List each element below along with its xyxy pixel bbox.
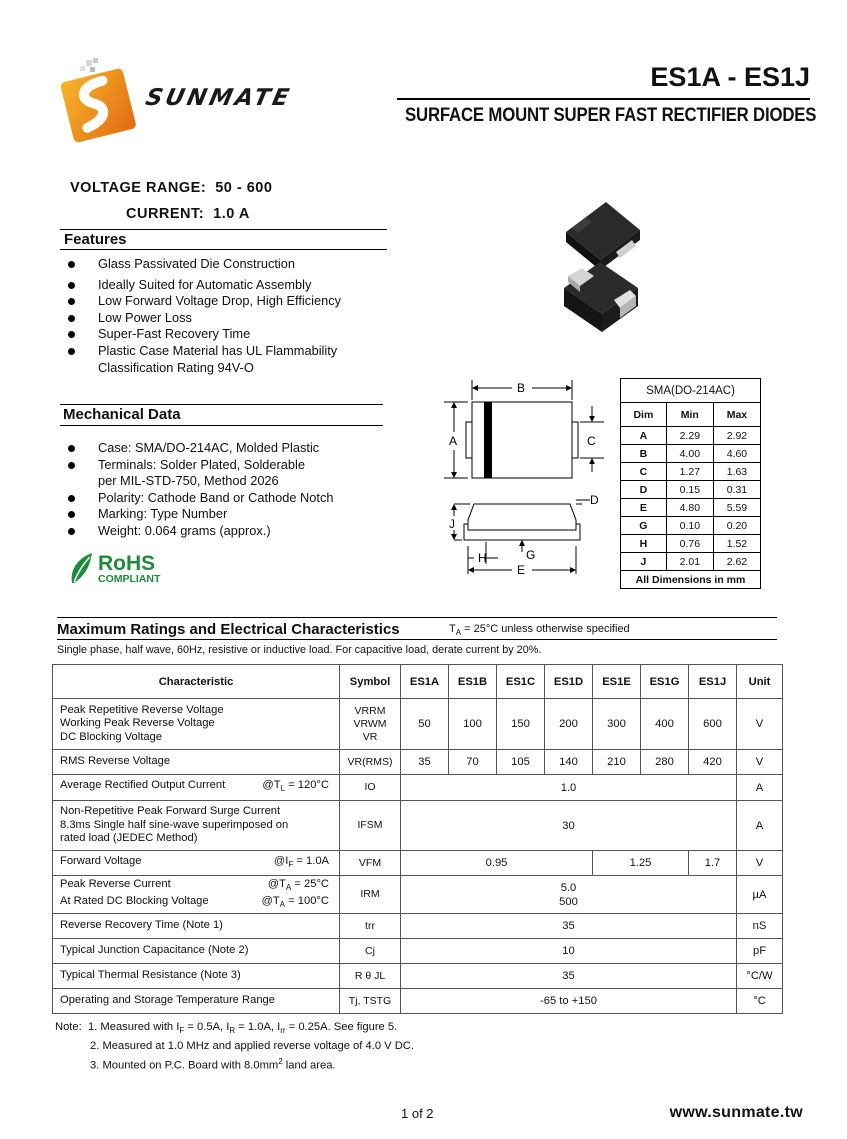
features-list [60,256,341,376]
col-header: ES1D [545,665,593,699]
current-rating [126,206,250,222]
outline-label-e: E [517,563,526,577]
mechanical-heading: Mechanical Data [63,406,181,423]
bullet-icon [68,348,75,355]
outline-label-d: D [590,493,599,507]
col-header: ES1B [449,665,497,699]
voltage-range-label: VOLTAGE RANGE: [70,180,207,196]
voltage-range [70,180,272,196]
list-item: Ideally Suited for Automatic Assembly [60,277,341,294]
sunmate-logo-icon [56,58,140,142]
table-row: Typical Junction Capacitance (Note 2) Cj 10 pF [53,939,783,964]
col-header: Unit [737,665,783,699]
min-col-header: Min [666,403,713,427]
col-header: ES1G [641,665,689,699]
current-value: 1.0 A [213,206,250,222]
table-row: RMS Reverse Voltage VR(RMS) 35 70 105 140 210 280 420 V [53,750,783,775]
bullet-icon [68,261,75,268]
bullet-icon [68,331,75,338]
ratings-condition: $T_A = 25^\circ C$ unless otherwise specified [449,623,630,638]
col-header: Symbol [340,665,401,699]
outline-body-side [468,504,576,530]
table-row: Typical Thermal Resistance (Note 3) R θ JL 35 °C/W [53,964,783,989]
col-header: Characteristic [53,665,340,699]
cathode-band [484,402,492,478]
features-bottom-rule [60,249,387,250]
table-row: G 0.10 0.20 [621,517,761,535]
outline-label-j: J [449,517,455,531]
col-header: ES1J [689,665,737,699]
ratings-note: Single phase, half wave, 60Hz, resistive or inductive load. For capacitive load, derate current by 20%. [57,644,542,656]
package-top-view [566,202,640,270]
dimension-table [620,378,761,589]
voltage-range-value: 50 - 600 [215,180,273,196]
current-label: CURRENT: [126,206,205,222]
bullet-icon [68,315,75,322]
compliant-text: COMPLIANT [98,573,161,585]
package-photo [556,196,646,344]
outline-label-b: B [517,381,526,395]
rohs-text: RoHS [98,552,156,575]
features-heading: Features [64,231,127,248]
list-item: Plastic Case Material has UL Flammability [60,343,341,360]
table-row: J 2.01 2.62 [621,553,761,571]
col-header: ES1C [497,665,545,699]
outline-label-a: A [449,434,458,448]
list-item: Polarity: Cathode Band or Cathode Notch [60,490,333,507]
rohs-compliant-logo [68,549,178,585]
outline-label-g: G [526,548,536,562]
bullet-icon [68,445,75,452]
table-row: Operating and Storage Temperature Range Tj, TSTG -65 to +150 °C [53,989,783,1014]
list-item: Low Power Loss [60,310,341,327]
list-item: Terminals: Solder Plated, Solderable [60,457,333,474]
table-row: Average Rectified Output Current $@T_L = 120^\circ C$ IO 1.0 A [53,775,783,801]
bullet-icon [68,462,75,469]
dim-table-package: SMA(DO-214AC) [621,379,761,403]
bullet-icon [68,511,75,518]
list-item: Case: SMA/DO-214AC, Molded Plastic [60,440,333,457]
table-row: Forward Voltage $@I_F = 1.0A$ VFM 0.95 1.25 1.7 V [53,851,783,876]
table-row: C 1.27 1.63 [621,463,761,481]
bullet-icon [68,528,75,535]
outline-terminal-left [466,422,472,458]
outline-terminal-right [572,422,578,458]
bullet-icon [68,282,75,289]
ratings-bottom-rule [57,639,777,640]
page-number: 1 of 2 [401,1106,434,1121]
mechanical-top-rule [60,404,383,405]
bullet-icon [68,298,75,305]
part-range-title: ES1A - ES1J [650,62,810,92]
dim-table-footer: All Dimensions in mm [621,571,761,589]
table-row: B 4.00 4.60 [621,445,761,463]
table-row: D 0.15 0.31 [621,481,761,499]
ratings-heading: Maximum Ratings and Electrical Characteristics [57,621,400,638]
list-item: Marking: Type Number [60,506,333,523]
list-item: Glass Passivated Die Construction [60,256,341,273]
mechanical-list [60,440,333,540]
ratings-table [52,664,783,1014]
table-row: Peak Reverse Current $@T_A = 25^\circ C$ At Rated DC Blocking Voltage $@T_A = 100^\circ C$ IRM 5.0 500 µA [53,876,783,914]
package-outline-drawing [440,378,610,578]
logo-wordmark: SUNMATE [143,85,295,111]
col-header: ES1E [593,665,641,699]
table-row: Reverse Recovery Time (Note 1) trr 35 nS [53,914,783,939]
title-rule [397,98,810,100]
website-link[interactable]: www.sunmate.tw [669,1104,803,1121]
outline-label-c: C [587,434,596,448]
col-header: ES1A [401,665,449,699]
list-item: Weight: 0.064 grams (approx.) [60,523,333,540]
outline-label-h: H [478,551,487,565]
list-item: per MIL-STD-750, Method 2026 [98,473,279,489]
table-row: Peak Repetitive Reverse Voltage Working Peak Reverse Voltage DC Blocking Voltage VRRM VRWM VR 50 100 150 200 300 400 600 V [53,699,783,750]
bullet-icon [68,495,75,502]
notes [55,1020,414,1074]
max-col-header: Max [713,403,760,427]
features-top-rule [60,229,387,230]
list-item: Classification Rating 94V-O [98,359,254,375]
package-bottom-view [564,262,638,332]
table-row: E 4.80 5.59 [621,499,761,517]
note-1: Note: 1. Measured with $I_F = 0.5A$, $I_R = 1.0A$, $I_{rr} = 0.25A$. See figure 5. [55,1021,398,1036]
table-row: A 2.29 2.92 [621,427,761,445]
table-row [621,403,761,427]
document-subtitle: SURFACE MOUNT SUPER FAST RECTIFIER DIODES [405,104,817,126]
note-3: 3. Mounted on P.C. Board with $8.0mm^2$ land area. [90,1057,336,1072]
table-row: Non-Repetitive Peak Forward Surge Current 8.3ms Single half sine-wave superimposed on rated load (JEDEC Method) IFSM 30 A [53,801,783,851]
note-2: 2. Measured at 1.0 MHz and applied reverse voltage of 4.0 V DC. [90,1039,414,1052]
list-item: Low Forward Voltage Drop, High Efficiency [60,293,341,310]
list-item: Super-Fast Recovery Time [60,326,341,343]
table-header-row [53,665,783,699]
ratings-top-rule [57,617,777,618]
mechanical-bottom-rule [60,425,383,426]
dim-col-header: Dim [621,403,667,427]
table-row: H 0.76 1.52 [621,535,761,553]
